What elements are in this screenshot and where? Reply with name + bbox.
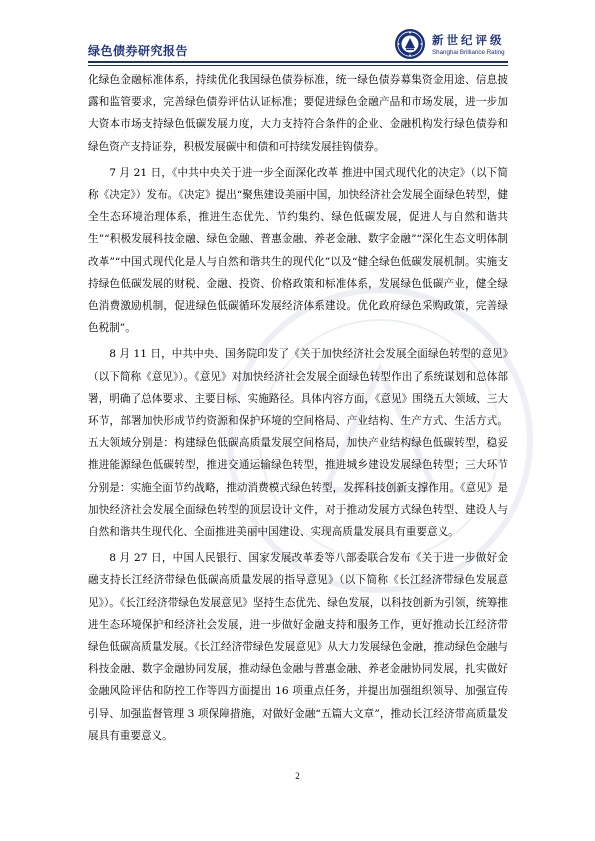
header-divider xyxy=(88,61,508,63)
report-title: 绿色债券研究报告 xyxy=(88,44,189,58)
paragraph-august-opinion: 8 月 11 日，中共中央、国务院印发了《关于加快经济社会发展全面绿色转型的意见》（以下简称《意见》）。《意见》对加快经济社会发展全面绿色转型作出了系统谋划和总体部署，明确了总体要求、主要目标、实施路径。具体内容方面，《意见》围绕五大领域、三大环节，部署加快形成节约资源和保护环境的空间格局、产业结构、生产方式、生活方式。五大领域分别是：构建绿色低碳高质量发展空间格局，加快产业结构绿色低碳转型，稳妥推进能源绿色低碳转型，推进交通运输绿色转型，推进城乡建设发展绿色转型；三大环节分别是：实施全面节约战略，推动消费模式绿色转型，发挥科技创新支撑作用。《意见》是加快经济社会发展全面绿色转型的顶层设计文件，对于推动发展方式绿色转型、建设人与自然和谐共生现代化、全面推进美丽中国建设、实现高质量发展具有重要意义。 xyxy=(88,348,508,539)
paragraph-july-decision: 7 月 21 日，《中共中央关于进一步全面深化改革 推进中国式现代化的决定》（以下简称《决定》）发布。《决定》提出“聚焦建设美丽中国，加快经济社会发展全面绿色转型，健全生态环境治理体系，推进生态优先、节约集约、绿色低碳发展，促进人与自然和谐共生”“积极发展科技金融、绿色金融、普惠金融、养老金融、数字金融”“深化生态文明体制改革”“中国式现代化是人与自然和谐共生的现代化”以及“健全绿色低碳发展机制。实施支持绿色低碳发展的财税、金融、投资、价格政策和标准体系，发展绿色低碳产业，健全绿色消费激励机制，促进绿色低碳循环发展经济体系建设。优化政府绿色采购政策，完善绿色税制”。 xyxy=(88,166,508,335)
header-divider-thin xyxy=(88,65,508,66)
company-logo xyxy=(394,28,524,64)
page-header xyxy=(0,0,595,70)
logo-name-cn: 新世纪评级 xyxy=(432,33,505,47)
report-body xyxy=(88,69,508,747)
paragraph-green-bond-standards: 化绿色金融标准体系，持续优化我国绿色债券标准，统一绿色债券募集资金用途、信息披露和监管要求，完善绿色债券评估认证标准；要促进绿色金融产品和市场发展，进一步加大资本市场支持绿色低碳发展力度，大力支持符合条件的企业、金融机构发行绿色债券和绿色资产支持证券，积极发展碳中和债和可持续发展挂钩债券。 xyxy=(88,74,508,153)
brilliance-seal-icon xyxy=(394,28,426,60)
paragraph-yangtze-guidance: 8 月 27 日，中国人民银行、国家发展改革委等八部委联合发布《关于进一步做好金融支持长江经济带绿色低碳高质量发展的指导意见》（以下简称《长江经济带绿色发展意见》）。《长江经济带绿色发展意见》坚持生态优先、绿色发展，以科技创新为引领，统筹推进生态环境保护和经济社会发展，进一步做好金融支持和服务工作，更好推动长江经济带绿色低碳高质量发展。《长江经济带绿色发展意见》从大力发展绿色金融，推动绿色金融与科技金融、数字金融协同发展，推动绿色金融与普惠金融、养老金融协同发展，扎实做好金融风险评估和防控工作等四方面提出 16 项重点任务，并提出加强组织领导、加强宣传引导、加强监督管理 3 项保障措施，对做好金融“五篇大文章”，推动长江经济带高质量发展具有重要意义。 xyxy=(88,552,508,742)
page-number: 2 xyxy=(295,771,300,781)
logo-name-en: Shanghai Brilliance Rating xyxy=(432,49,505,56)
